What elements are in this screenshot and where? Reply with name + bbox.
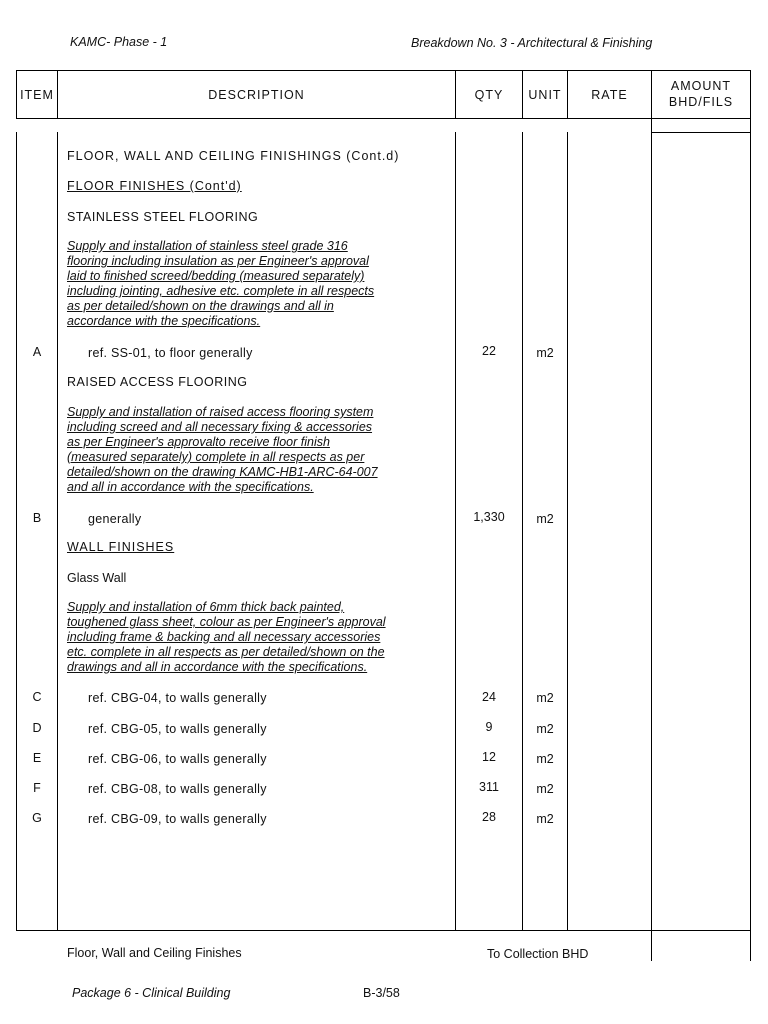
body-right-border <box>750 132 751 930</box>
spec-line: drawings and all in accordance with the specifications. <box>67 660 368 674</box>
section-title: FLOOR, WALL AND CEILING FINISHINGS (Cont.d) <box>67 149 400 163</box>
table-top-border <box>16 70 750 71</box>
col-rate: RATE <box>591 88 628 102</box>
spec-line: including frame & backing and all necessary accessories <box>67 630 381 644</box>
spec-line: Supply and installation of raised access flooring system <box>67 405 374 419</box>
item-description: ref. CBG-04, to walls generally <box>88 691 267 705</box>
spec-line: as per Engineer's approvalto receive floor finish <box>67 435 330 449</box>
item-qty: 22 <box>482 344 496 358</box>
item-qty: 28 <box>482 810 496 824</box>
col-amount-line2: BHD/FILS <box>668 95 734 109</box>
col-item: ITEM <box>20 88 54 102</box>
amount-header-bottom-border <box>651 132 750 133</box>
spec-line: accordance with the specifications. <box>67 314 261 328</box>
floor-finishes-heading: FLOOR FINISHES (Cont'd) <box>67 179 242 193</box>
spec-line: including jointing, adhesive etc. complete in all respects <box>67 284 375 298</box>
item-description: ref. CBG-05, to walls generally <box>88 722 267 736</box>
raised-access-heading: RAISED ACCESS FLOORING <box>67 375 248 389</box>
header-bottom-border <box>16 118 652 119</box>
item-unit: m2 <box>536 752 554 766</box>
item-unit: m2 <box>536 691 554 705</box>
item-unit: m2 <box>536 346 554 360</box>
body-divider-item <box>57 132 58 930</box>
item-qty: 1,330 <box>473 510 505 524</box>
spec-line: and all in accordance with the specifications. <box>67 480 314 494</box>
spec-line: etc. complete in all respects as per detailed/shown on the <box>67 645 385 659</box>
item-letter: A <box>32 345 42 359</box>
footer-divider-amount <box>651 930 652 961</box>
item-letter: D <box>32 721 42 735</box>
stainless-steel-heading: STAINLESS STEEL FLOORING <box>67 210 259 224</box>
glass-wall-spec <box>67 600 452 675</box>
col-description: DESCRIPTION <box>208 88 305 102</box>
col-amount-line1: AMOUNT <box>670 79 732 93</box>
footer-package: Package 6 - Clinical Building <box>72 986 231 1000</box>
item-letter: C <box>32 690 42 704</box>
spec-line: toughened glass sheet, colour as per Engineer's approval <box>67 615 386 629</box>
item-description: ref. SS-01, to floor generally <box>88 346 253 360</box>
header-right-border <box>750 70 751 132</box>
raised-access-spec <box>67 405 452 495</box>
item-letter: E <box>32 751 42 765</box>
spec-line: Supply and installation of 6mm thick back painted, <box>67 600 345 614</box>
item-description: ref. CBG-09, to walls generally <box>88 812 267 826</box>
header-project: KAMC- Phase - 1 <box>70 35 168 49</box>
body-divider-qty <box>522 132 523 930</box>
item-unit: m2 <box>536 812 554 826</box>
item-description: ref. CBG-06, to walls generally <box>88 752 267 766</box>
wall-finishes-heading: WALL FINISHES <box>67 540 175 554</box>
item-unit: m2 <box>536 782 554 796</box>
spec-line: laid to finished screed/bedding (measured separately) <box>67 269 365 283</box>
glass-wall-heading: Glass Wall <box>67 571 127 585</box>
col-qty: QTY <box>474 88 504 102</box>
item-letter: B <box>32 511 42 525</box>
item-description: generally <box>88 512 142 526</box>
stainless-steel-spec <box>67 239 452 329</box>
item-unit: m2 <box>536 512 554 526</box>
item-qty: 311 <box>479 780 499 794</box>
item-qty: 24 <box>482 690 496 704</box>
footer-right-border <box>750 930 751 961</box>
item-letter: F <box>33 781 41 795</box>
spec-line: (measured separately) complete in all respects as per <box>67 450 365 464</box>
footer-page-number: B-3/58 <box>363 986 400 1000</box>
spec-line: as per detailed/shown on the drawings and all in <box>67 299 334 313</box>
amount-header-inner-border <box>651 118 750 119</box>
col-unit: UNIT <box>528 88 562 102</box>
spec-line: including screed and all necessary fixing & accessories <box>67 420 373 434</box>
item-unit: m2 <box>536 722 554 736</box>
item-qty: 12 <box>482 750 496 764</box>
spec-line: detailed/shown on the drawing KAMC-HB1-ARC-64-007 <box>67 465 378 479</box>
item-qty: 9 <box>485 720 493 734</box>
item-description: ref. CBG-08, to walls generally <box>88 782 267 796</box>
spec-line: Supply and installation of stainless steel grade 316 <box>67 239 348 253</box>
spec-line: flooring including insulation as per Engineer's approval <box>67 254 369 268</box>
body-divider-rate <box>651 132 652 930</box>
body-bottom-border <box>16 930 750 931</box>
header-breakdown: Breakdown No. 3 - Architectural & Finishing <box>411 36 653 50</box>
item-letter: G <box>32 811 42 825</box>
to-collection-label: To Collection BHD <box>487 947 589 961</box>
section-total-label: Floor, Wall and Ceiling Finishes <box>67 946 242 960</box>
body-divider-unit <box>567 132 568 930</box>
